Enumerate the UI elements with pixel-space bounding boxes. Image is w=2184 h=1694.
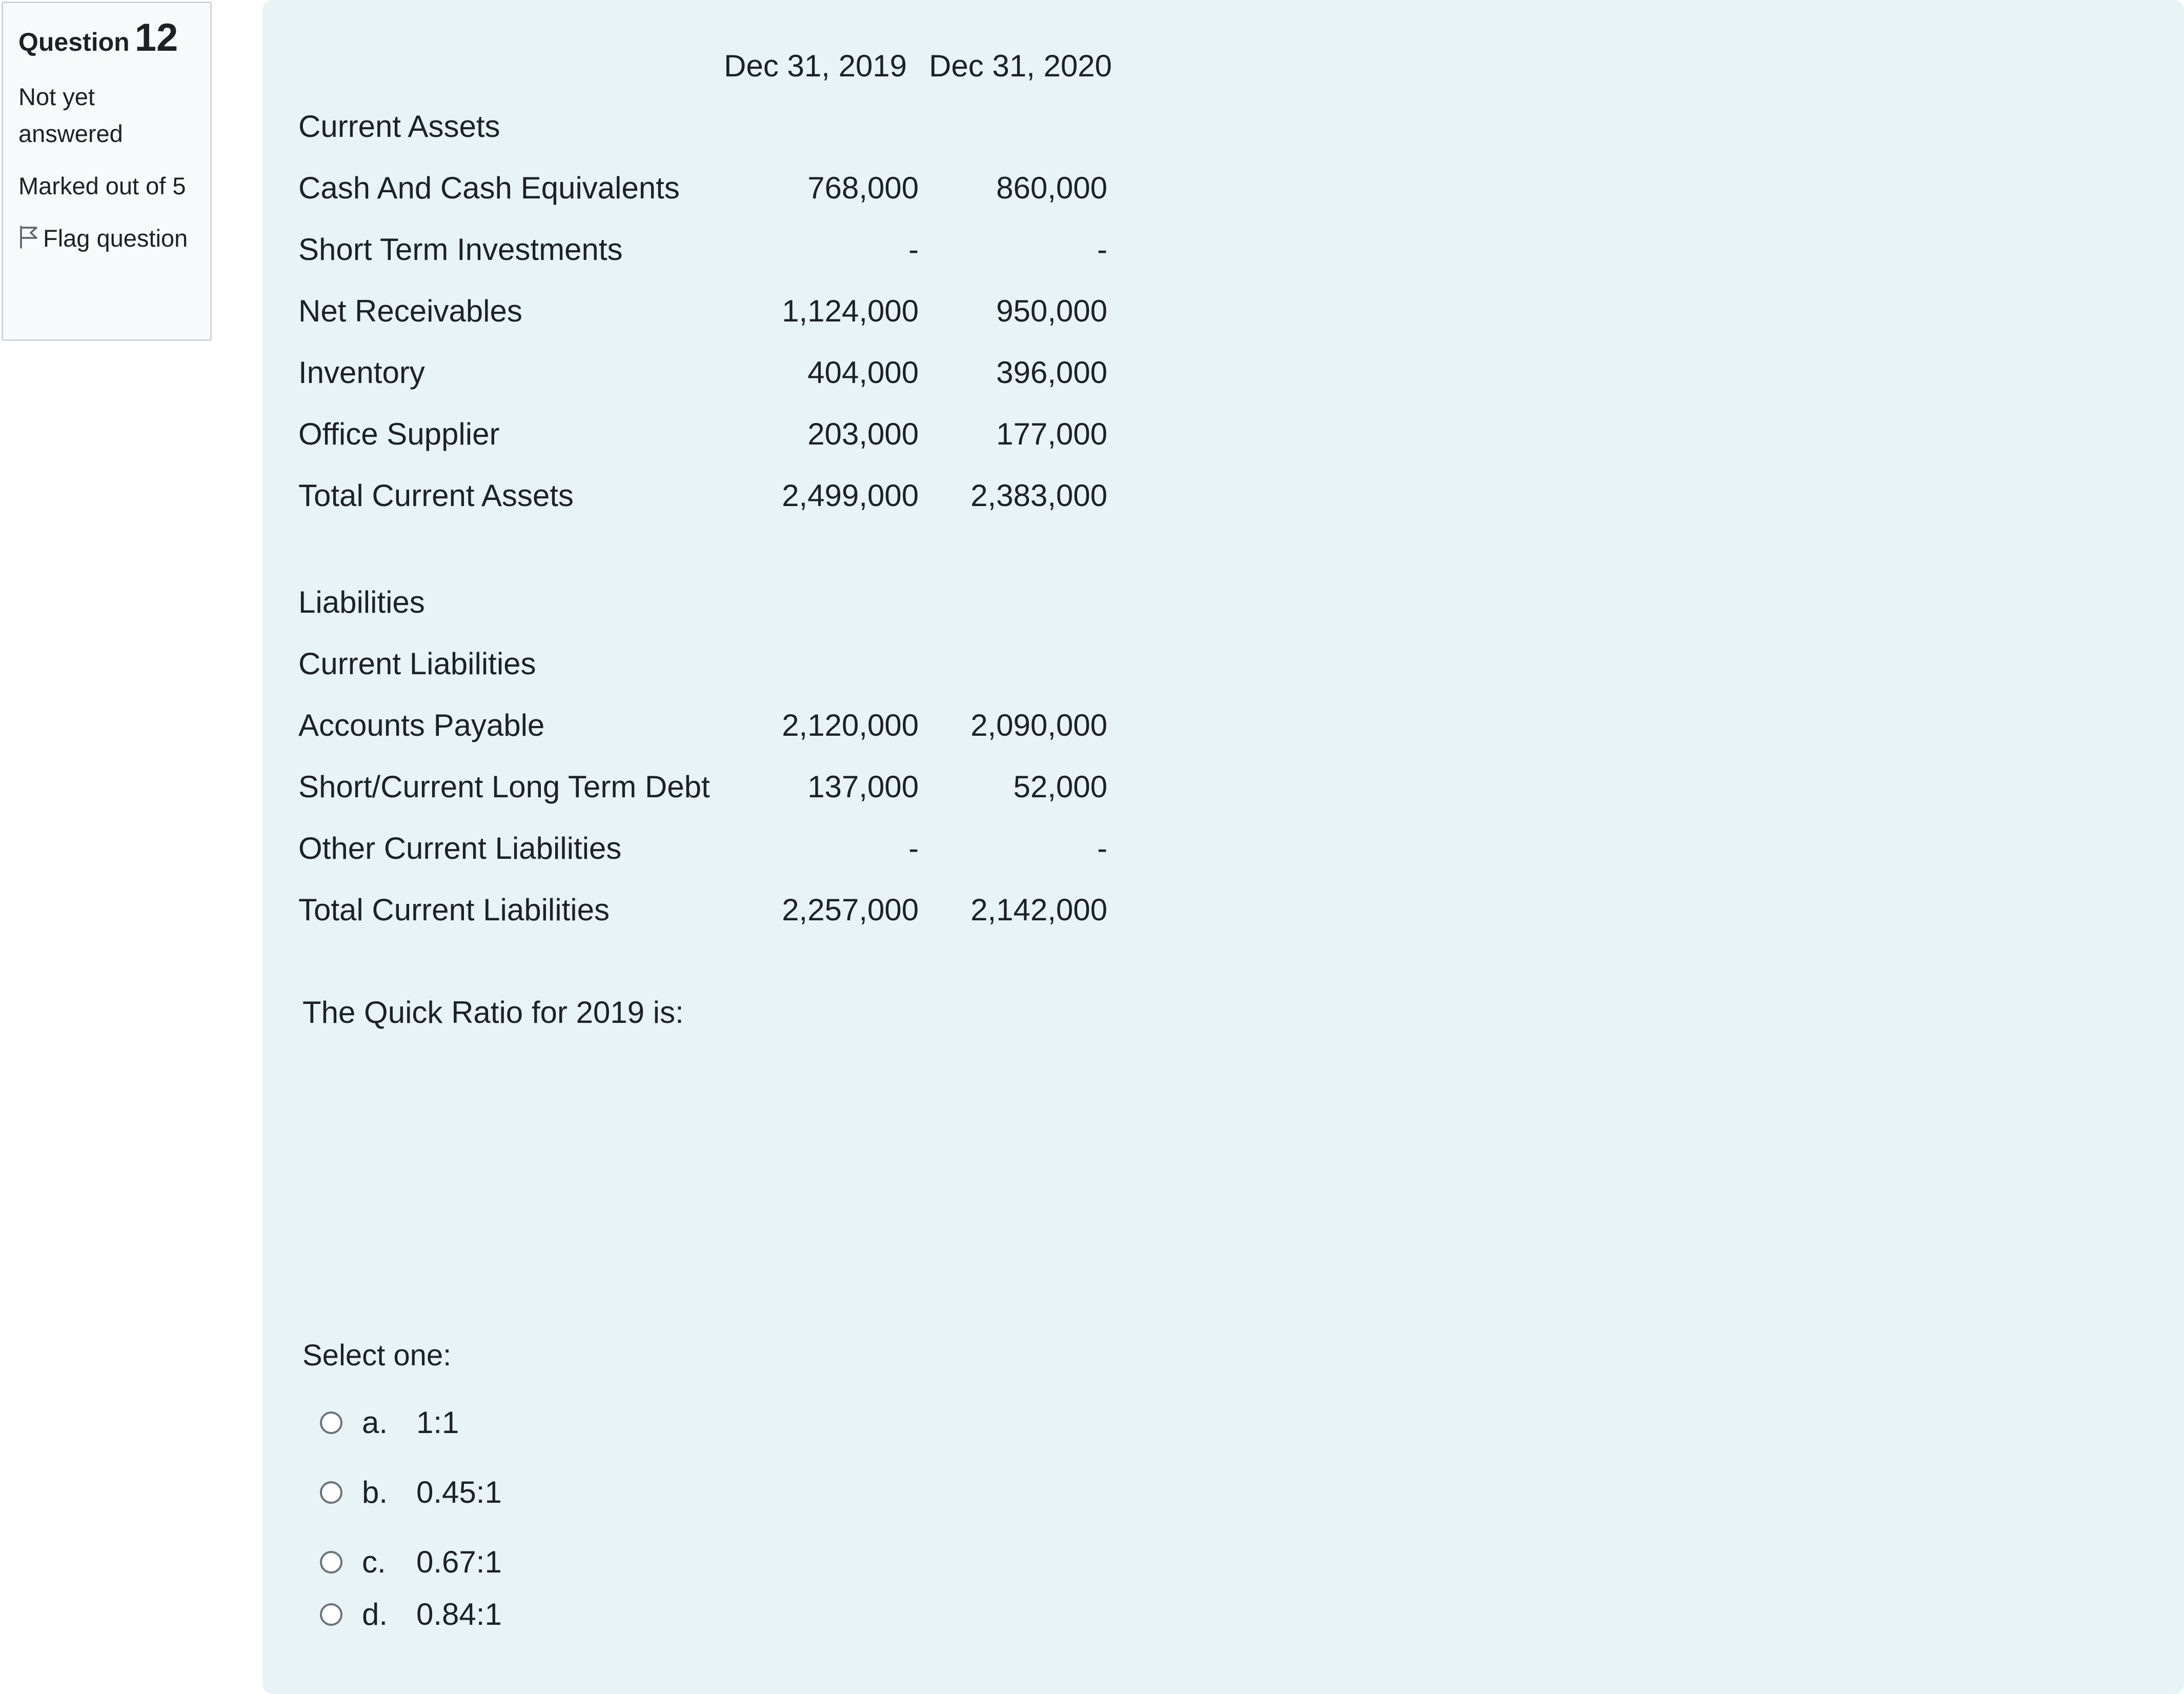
row-label: Total Current Assets bbox=[298, 478, 574, 513]
value-2020: - bbox=[1097, 232, 1107, 267]
flag-label: Flag question bbox=[43, 225, 188, 252]
question-number-heading bbox=[18, 17, 195, 69]
value-2019: 137,000 bbox=[807, 769, 919, 804]
option-text[interactable]: 0.67:1 bbox=[416, 1545, 502, 1579]
flag-question-link[interactable] bbox=[18, 220, 195, 259]
header-2019: Dec 31, 2019 bbox=[724, 48, 907, 83]
value-2020: 950,000 bbox=[996, 293, 1107, 328]
value-2020: 2,383,000 bbox=[970, 478, 1107, 513]
option-b[interactable] bbox=[320, 1475, 502, 1510]
row-label: Accounts Payable bbox=[298, 708, 545, 742]
value-2020: 860,000 bbox=[996, 170, 1107, 205]
value-2020 bbox=[929, 95, 1118, 157]
table-header-row bbox=[298, 36, 1118, 95]
marks-info: Marked out of 5 bbox=[18, 172, 186, 199]
option-a[interactable] bbox=[320, 1405, 459, 1440]
table-row bbox=[298, 879, 1118, 940]
table-row bbox=[298, 571, 1118, 633]
value-2020: 177,000 bbox=[996, 416, 1107, 451]
value-2019: 768,000 bbox=[807, 170, 919, 205]
table-row bbox=[298, 341, 1118, 403]
option-letter: c. bbox=[362, 1545, 386, 1579]
table-row bbox=[298, 95, 1118, 157]
question-number: 12 bbox=[134, 16, 178, 59]
option-text[interactable]: 0.45:1 bbox=[416, 1475, 502, 1509]
radio-button-c[interactable] bbox=[320, 1551, 342, 1574]
value-2019: 404,000 bbox=[807, 355, 919, 390]
row-label: Current Assets bbox=[298, 109, 500, 144]
option-letter: b. bbox=[362, 1475, 388, 1509]
row-label: Office Supplier bbox=[298, 416, 500, 451]
answer-status: Not yet answered bbox=[18, 83, 123, 147]
table-row bbox=[298, 280, 1118, 341]
option-letter: d. bbox=[362, 1597, 388, 1631]
question-info-panel bbox=[2, 2, 212, 341]
radio-button-a[interactable] bbox=[320, 1411, 342, 1434]
table-row bbox=[298, 403, 1118, 465]
value-2019 bbox=[724, 633, 929, 694]
flag-icon bbox=[18, 222, 39, 259]
table-row bbox=[298, 465, 1118, 526]
value-2020: - bbox=[1097, 831, 1107, 865]
radio-button-d[interactable] bbox=[320, 1603, 342, 1626]
question-prompt: The Quick Ratio for 2019 is: bbox=[302, 995, 684, 1030]
table-row bbox=[298, 218, 1118, 280]
value-2020 bbox=[929, 633, 1118, 694]
row-label: Short Term Investments bbox=[298, 232, 623, 267]
spacer-cell bbox=[298, 526, 1118, 571]
section-spacer bbox=[298, 526, 1118, 571]
row-label: Short/Current Long Term Debt bbox=[298, 769, 710, 804]
value-2020: 396,000 bbox=[996, 355, 1107, 390]
value-2020: 52,000 bbox=[1013, 769, 1107, 804]
row-label: Other Current Liabilities bbox=[298, 831, 622, 865]
row-label: Current Liabilities bbox=[298, 646, 536, 681]
table-row bbox=[298, 157, 1118, 218]
value-2020 bbox=[929, 571, 1118, 633]
value-2019: 2,257,000 bbox=[782, 892, 919, 927]
value-2019: - bbox=[908, 831, 919, 865]
table-row bbox=[298, 817, 1118, 879]
header-2020: Dec 31, 2020 bbox=[929, 48, 1112, 83]
value-2019: 2,120,000 bbox=[782, 708, 919, 742]
balance-sheet-table bbox=[298, 36, 1118, 940]
value-2020: 2,090,000 bbox=[970, 708, 1107, 742]
table-row bbox=[298, 633, 1118, 694]
value-2019 bbox=[724, 571, 929, 633]
value-2020: 2,142,000 bbox=[970, 892, 1107, 927]
row-label: Liabilities bbox=[298, 584, 425, 619]
row-label: Total Current Liabilities bbox=[298, 892, 610, 927]
header-blank bbox=[298, 36, 724, 95]
row-label: Net Receivables bbox=[298, 293, 522, 328]
row-label: Cash And Cash Equivalents bbox=[298, 170, 680, 205]
option-c[interactable] bbox=[320, 1544, 502, 1580]
value-2019 bbox=[724, 95, 929, 157]
question-content bbox=[262, 0, 2184, 1694]
row-label: Inventory bbox=[298, 355, 425, 390]
option-text[interactable]: 0.84:1 bbox=[416, 1597, 502, 1631]
table-row bbox=[298, 694, 1118, 756]
option-d[interactable] bbox=[320, 1597, 502, 1632]
select-one-label: Select one: bbox=[302, 1339, 452, 1372]
radio-button-b[interactable] bbox=[320, 1481, 342, 1504]
value-2019: 1,124,000 bbox=[782, 293, 919, 328]
table-row bbox=[298, 756, 1118, 817]
value-2019: 203,000 bbox=[807, 416, 919, 451]
option-letter: a. bbox=[362, 1405, 388, 1440]
value-2019: - bbox=[908, 232, 919, 267]
value-2019: 2,499,000 bbox=[782, 478, 919, 513]
question-word: Question bbox=[18, 28, 130, 56]
option-text[interactable]: 1:1 bbox=[416, 1405, 459, 1440]
